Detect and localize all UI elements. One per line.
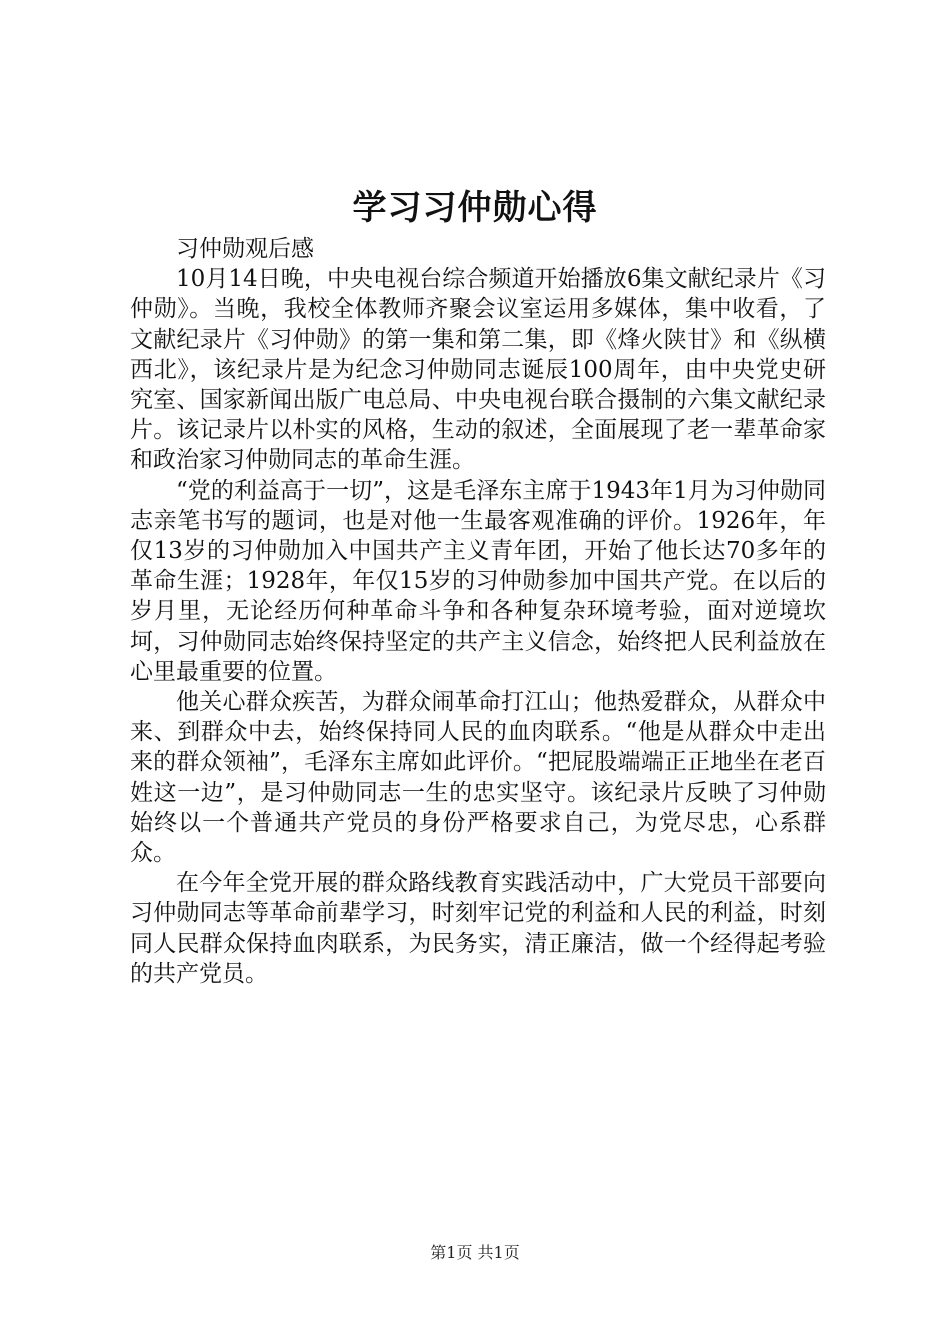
document-title: 学习习仲勋心得 [352,188,598,228]
page-footer: 第1页 共1页 [430,1243,520,1262]
paragraph-2: “党的利益高于一切”，这是毛泽东主席于1943年1月为习仲勋同志亲笔书写的题词，也是对他一生最客观准确的评价。1926年，年仅13岁的习仲勋加入中国共产主义青年团，开始了他长达70多年的革命生涯；1928年，年仅15岁的习仲勋参加中国共产党。在以后的岁月里，无论经历何种革命斗争和各种复杂环境考验，面对逆境坎坷，习仲勋同志始终保持坚定的共产主义信念，始终把人民利益放在心里最重要的位置。 [130,477,826,685]
document-subtitle: 习仲勋观后感 [176,236,314,262]
paragraph-4: 在今年全党开展的群众路线教育实践活动中，广大党员干部要向习仲勋同志等革命前辈学习，时刻牢记党的利益和人民的利益，时刻同人民群众保持血肉联系，为民务实，清正廉洁，做一个经得起考验的共产党员。 [130,870,826,987]
document-body [130,234,826,989]
paragraph-1: 10月14日晚，中央电视台综合频道开始播放6集文献纪录片《习仲勋》。当晚，我校全体教师齐聚会议室运用多媒体，集中收看，了文献纪录片《习仲勋》的第一集和第二集，即《烽火陕甘》和《纵横西北》，该纪录片是为纪念习仲勋同志诞辰100周年，由中央党史研究室、国家新闻出版广电总局、中央电视台联合摄制的六集文献纪录片。该记录片以朴实的风格，生动的叙述，全面展现了老一辈革命家和政治家习仲勋同志的革命生涯。 [130,266,826,474]
paragraph-3: 他关心群众疾苦，为群众闹革命打江山；他热爱群众，从群众中来、到群众中去，始终保持同人民的血肉联系。“他是从群众中走出来的群众领袖”，毛泽东主席如此评价。“把屁股端端正正地坐在老百姓这一边”，是习仲勋同志一生的忠实坚守。该纪录片反映了习仲勋始终以一个普通共产党员的身份严格要求自己，为党尽忠，心系群众。 [130,689,826,867]
